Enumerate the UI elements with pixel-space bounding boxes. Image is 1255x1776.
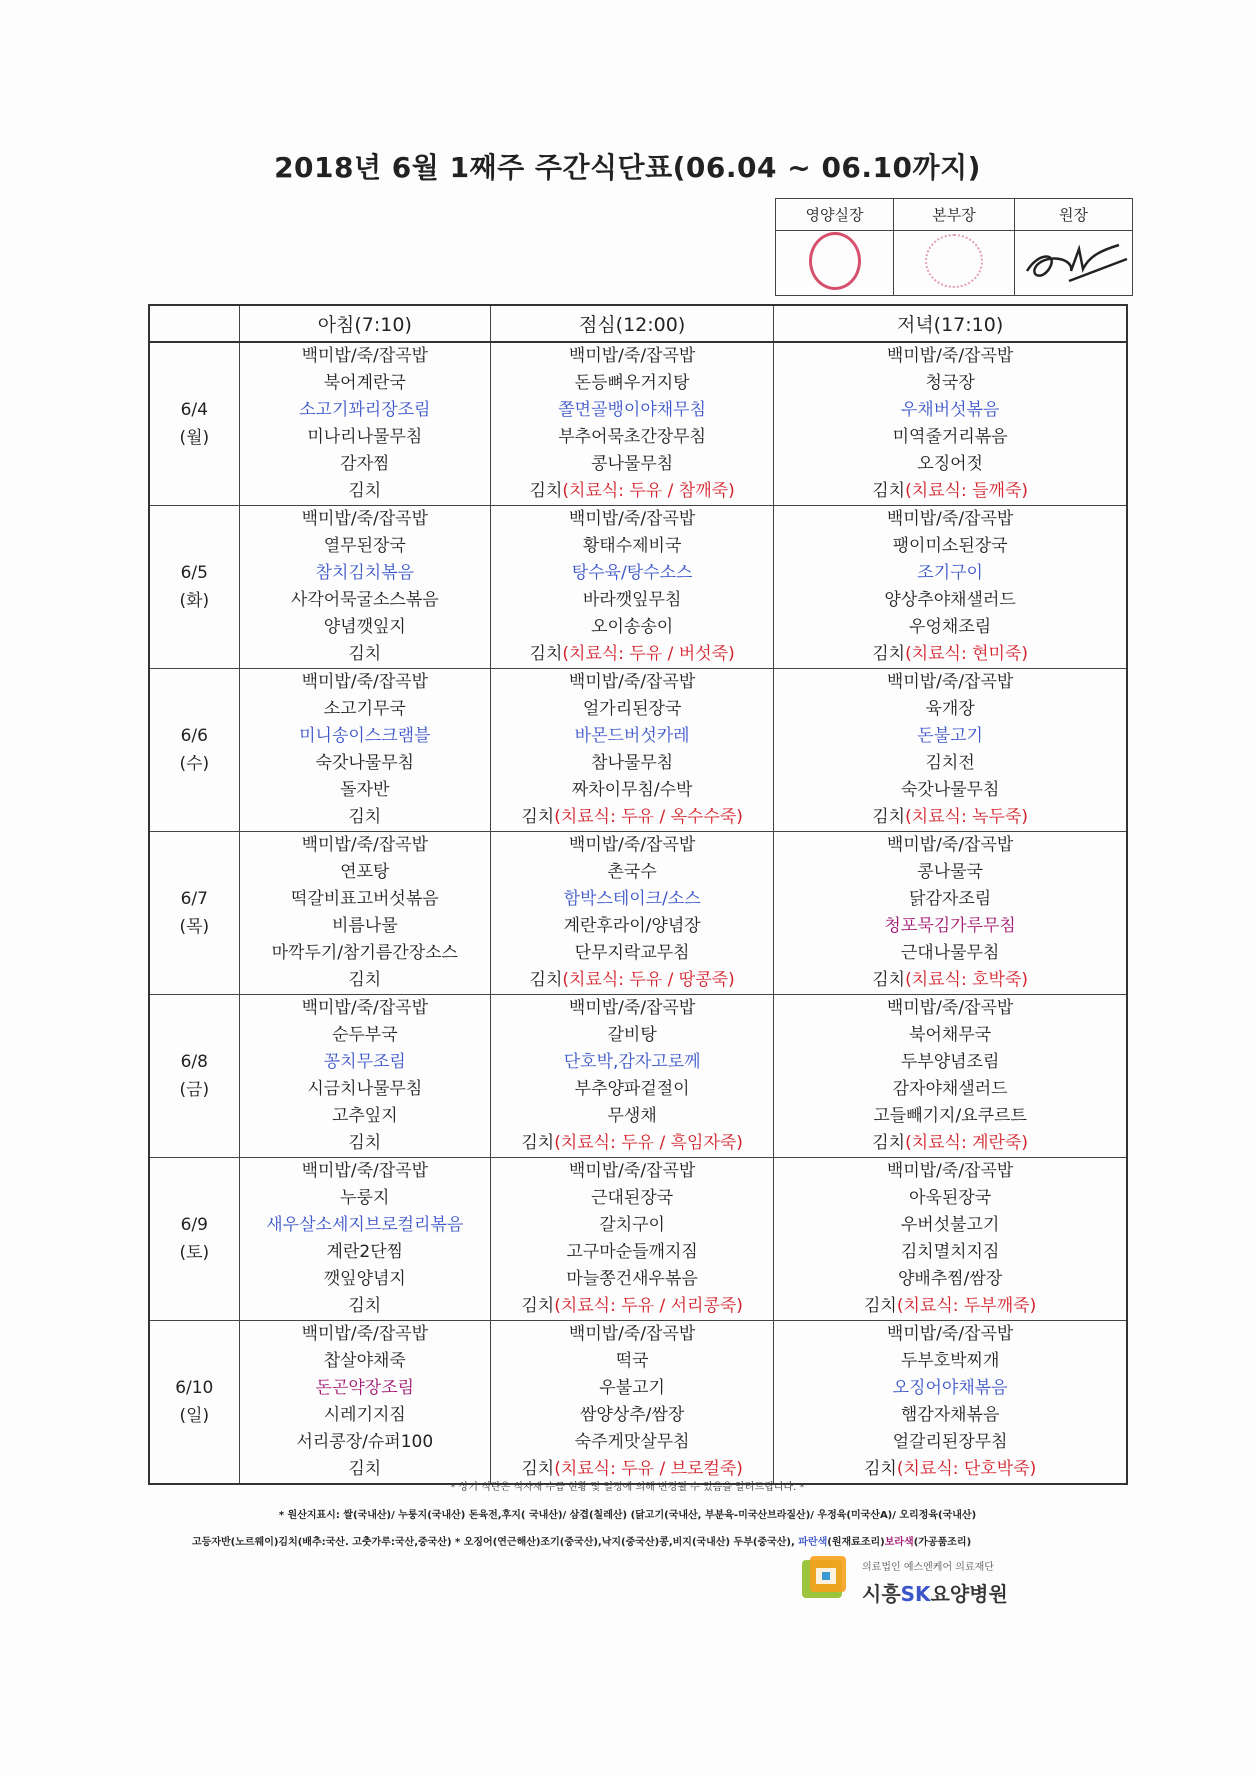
menu-item: 백미밥/죽/잡곡밥 xyxy=(301,672,428,692)
menu-item-kimchi-therapy xyxy=(491,967,773,994)
kimchi-label: 김치 xyxy=(521,807,555,827)
therapy-diet-label: (치료식: 두유 / 참깨죽) xyxy=(562,481,735,501)
header-breakfast: 아침(7:10) xyxy=(239,305,490,342)
legend-blue: 파란색 xyxy=(798,1537,828,1548)
therapy-diet-label: (치료식: 두유 / 땅콩죽) xyxy=(562,970,735,990)
menu-item: 백미밥/죽/잡곡밥 xyxy=(568,835,696,855)
menu-item: 양념깻잎지 xyxy=(323,617,406,637)
origin-notice-2 xyxy=(192,1533,1092,1548)
signature-head xyxy=(1015,231,1133,296)
menu-item: 백미밥/죽/잡곡밥 xyxy=(301,1324,428,1344)
menu-item: 백미밥/죽/잡곡밥 xyxy=(568,509,696,529)
day-date: 6/10 xyxy=(175,1378,214,1398)
hospital-name-pre: 시흥 xyxy=(862,1582,901,1606)
menu-item: 마늘쫑건새우볶음 xyxy=(566,1269,698,1289)
menu-item: 조기구이 xyxy=(917,563,983,583)
legend-purple: 보라색 xyxy=(884,1537,914,1548)
menu-item: 청국장 xyxy=(925,373,975,393)
menu-item: 숙주게맛살무침 xyxy=(574,1432,690,1452)
menu-item: 감자야채샐러드 xyxy=(892,1079,1008,1099)
day-date: 6/9 xyxy=(180,1215,208,1235)
menu-item: 촌국수 xyxy=(607,862,657,882)
menu-item: 닭감자조림 xyxy=(909,889,992,909)
menu-item: 근대된장국 xyxy=(591,1188,674,1208)
header-lunch: 점심(12:00) xyxy=(491,305,774,342)
menu-item: 시금치나물무침 xyxy=(307,1079,423,1099)
menu-item: 열무된장국 xyxy=(323,536,406,556)
day-row xyxy=(149,669,1127,832)
therapy-diet-label: (치료식: 들깨죽) xyxy=(905,481,1029,501)
day-row xyxy=(149,1321,1127,1485)
day-date: 6/6 xyxy=(180,726,208,746)
dinner-cell xyxy=(774,1158,1127,1321)
legend-blue-desc: (원재료조리) xyxy=(827,1537,885,1548)
menu-item: 양상추야채샐러드 xyxy=(884,590,1016,610)
header-dinner: 저녁(17:10) xyxy=(774,305,1127,342)
menu-item: 김치 xyxy=(348,1296,382,1316)
menu-item: 참치김치볶음 xyxy=(315,563,415,583)
breakfast-cell xyxy=(239,1321,490,1485)
breakfast-cell xyxy=(239,1158,490,1321)
menu-item: 김치 xyxy=(348,807,382,827)
menu-item: 햄감자채볶음 xyxy=(900,1405,1000,1425)
kimchi-label: 김치 xyxy=(864,1459,897,1479)
day-date-cell xyxy=(149,995,239,1158)
menu-item: 백미밥/죽/잡곡밥 xyxy=(886,346,1014,366)
lunch-cell xyxy=(491,1158,774,1321)
day-date: 6/5 xyxy=(180,563,208,583)
kimchi-label: 김치 xyxy=(521,1459,555,1479)
menu-item-kimchi-therapy xyxy=(774,478,1126,505)
menu-item: 백미밥/죽/잡곡밥 xyxy=(886,835,1014,855)
lunch-cell xyxy=(491,1321,774,1485)
menu-item: 함박스테이크/소스 xyxy=(563,889,701,909)
menu-item: 백미밥/죽/잡곡밥 xyxy=(301,1161,428,1181)
menu-item: 백미밥/죽/잡곡밥 xyxy=(886,998,1014,1018)
kimchi-label: 김치 xyxy=(872,970,906,990)
menu-item: 서리콩장/슈퍼100 xyxy=(296,1432,434,1452)
menu-item-kimchi-therapy xyxy=(774,804,1126,831)
red-seal-stamp xyxy=(809,232,861,290)
menu-item: 김치 xyxy=(348,1459,382,1479)
lunch-cell xyxy=(491,669,774,832)
lunch-cell xyxy=(491,506,774,669)
menu-item: 탕수육/탕수소스 xyxy=(571,563,693,583)
menu-item: 오징어젓 xyxy=(917,454,983,474)
menu-item: 돌자반 xyxy=(340,780,390,800)
menu-item: 백미밥/죽/잡곡밥 xyxy=(568,1324,696,1344)
seal-director xyxy=(894,231,1015,296)
menu-item: 쌈양상추/쌈장 xyxy=(579,1405,685,1425)
menu-item: 쫄면골뱅이야채무침 xyxy=(558,400,707,420)
menu-item: 짜차이무침/수박 xyxy=(571,780,693,800)
seal-nutrition xyxy=(776,231,894,296)
menu-item-kimchi-therapy xyxy=(774,1293,1126,1320)
menu-item: 돈곤약장조림 xyxy=(315,1378,415,1398)
menu-item: 감자찜 xyxy=(340,454,390,474)
day-date-cell xyxy=(149,832,239,995)
menu-item: 김치 xyxy=(348,970,382,990)
therapy-diet-label: (치료식: 두유 / 서리콩죽) xyxy=(554,1296,743,1316)
dinner-cell xyxy=(774,342,1127,506)
day-date-cell xyxy=(149,342,239,506)
day-row xyxy=(149,1158,1127,1321)
day-date: 6/4 xyxy=(180,400,208,420)
day-date-cell xyxy=(149,506,239,669)
menu-item: 두부양념조림 xyxy=(900,1052,1000,1072)
menu-item: 오이송송이 xyxy=(591,617,674,637)
menu-item: 갈치구이 xyxy=(599,1215,665,1235)
dinner-cell xyxy=(774,832,1127,995)
kimchi-label: 김치 xyxy=(872,807,906,827)
menu-item: 새우살소세지브로컬리볶음 xyxy=(266,1215,464,1235)
menu-item: 얼갈리된장무침 xyxy=(892,1432,1008,1452)
therapy-diet-label: (치료식: 두유 / 버섯죽) xyxy=(562,644,735,664)
menu-item: 팽이미소된장국 xyxy=(892,536,1008,556)
menu-item: 백미밥/죽/잡곡밥 xyxy=(568,998,696,1018)
handwritten-signature-icon xyxy=(1019,231,1129,291)
menu-item: 숙갓나물무침 xyxy=(315,753,415,773)
kimchi-label: 김치 xyxy=(529,481,563,501)
day-row xyxy=(149,342,1127,506)
therapy-diet-label: (치료식: 현미죽) xyxy=(905,644,1029,664)
menu-item: 양배추찜/쌈장 xyxy=(897,1269,1003,1289)
menu-item: 미나리나물무침 xyxy=(307,427,423,447)
kimchi-label: 김치 xyxy=(864,1296,897,1316)
menu-item: 백미밥/죽/잡곡밥 xyxy=(301,346,428,366)
menu-item: 떡갈비표고버섯볶음 xyxy=(290,889,439,909)
menu-item: 백미밥/죽/잡곡밥 xyxy=(886,1161,1014,1181)
menu-item-kimchi-therapy xyxy=(774,1130,1126,1157)
menu-item: 콩나물국 xyxy=(917,862,983,882)
menu-item: 갈비탕 xyxy=(607,1025,657,1045)
menu-item: 두부호박찌개 xyxy=(900,1351,1000,1371)
therapy-diet-label: (치료식: 계란죽) xyxy=(905,1133,1029,1153)
menu-item: 북어계란국 xyxy=(323,373,406,393)
menu-item: 돈불고기 xyxy=(917,726,983,746)
menu-table xyxy=(148,304,1128,1485)
header-date xyxy=(149,305,239,342)
breakfast-cell xyxy=(239,832,490,995)
lunch-cell xyxy=(491,995,774,1158)
breakfast-cell xyxy=(239,342,490,506)
menu-item-kimchi-therapy xyxy=(491,804,773,831)
menu-item: 청포묵김가루무침 xyxy=(884,916,1016,936)
hospital-name xyxy=(862,1578,1008,1607)
menu-item: 찹살야채죽 xyxy=(323,1351,406,1371)
kimchi-label: 김치 xyxy=(872,481,906,501)
change-notice: * 상기 식단은 식자재 수급 현황 및 일정에 의해 변경될 수 있음을 알려드립니다. * xyxy=(450,1482,805,1493)
day-of-week: (토) xyxy=(179,1243,210,1263)
therapy-diet-label: (치료식: 두부깨죽) xyxy=(896,1296,1037,1316)
menu-item: 마깍두기/참기름간장소스 xyxy=(271,943,458,963)
menu-item: 오징어야채볶음 xyxy=(892,1378,1008,1398)
menu-item: 백미밥/죽/잡곡밥 xyxy=(568,672,696,692)
menu-item: 돈등뼈우거지탕 xyxy=(574,373,690,393)
dinner-cell xyxy=(774,995,1127,1158)
menu-item: 사각어묵굴소스볶음 xyxy=(290,590,439,610)
therapy-diet-label: (치료식: 두유 / 브로컬죽) xyxy=(554,1459,743,1479)
menu-item: 계란2단찜 xyxy=(326,1242,404,1262)
menu-item: 바몬드버섯카레 xyxy=(574,726,690,746)
day-row xyxy=(149,832,1127,995)
menu-item: 시레기지짐 xyxy=(323,1405,406,1425)
menu-item: 백미밥/죽/잡곡밥 xyxy=(886,509,1014,529)
approval-box xyxy=(775,198,1133,296)
menu-item: 꽁치무조림 xyxy=(323,1052,406,1072)
menu-item: 김치전 xyxy=(925,753,975,773)
lunch-cell xyxy=(491,342,774,506)
menu-item: 비름나물 xyxy=(331,916,398,936)
day-date-cell xyxy=(149,1158,239,1321)
menu-item: 얼가리된장국 xyxy=(582,699,682,719)
hospital-logo-icon xyxy=(800,1554,850,1604)
kimchi-label: 김치 xyxy=(872,1133,906,1153)
menu-item: 단호박,감자고로께 xyxy=(563,1052,701,1072)
dinner-cell xyxy=(774,1321,1127,1485)
menu-item: 고들빼기지/요쿠르트 xyxy=(873,1106,1027,1126)
menu-item: 김치 xyxy=(348,1133,382,1153)
menu-item: 백미밥/죽/잡곡밥 xyxy=(568,1161,696,1181)
menu-item: 참나물무침 xyxy=(591,753,674,773)
menu-item: 근대나물무침 xyxy=(900,943,1000,963)
pink-seal-stamp xyxy=(925,234,983,288)
menu-item: 부추어묵초간장무침 xyxy=(558,427,707,447)
kimchi-label: 김치 xyxy=(529,644,563,664)
therapy-diet-label: (치료식: 두유 / 옥수수죽) xyxy=(554,807,743,827)
menu-item: 소고기꽈리장조림 xyxy=(299,400,431,420)
therapy-diet-label: (치료식: 녹두죽) xyxy=(905,807,1029,827)
menu-item: 우불고기 xyxy=(599,1378,665,1398)
day-of-week: (목) xyxy=(179,917,210,937)
origin-text: 고등자반(노르웨이)김치(배추:국산. 고춧가루:국산,중국산) * 오징어(연근해산)조기(중국산),낙지(중국산)콩,비지(국내산) 두부(중국산), xyxy=(192,1537,799,1548)
menu-item: 떡국 xyxy=(615,1351,649,1371)
origin-notice: * 원산지표시: 쌀(국내산)/ 누룽지(국내산) 돈육전,후지( 국내산)/ 삼겹(칠레산) (닭고기(국내산, 부분육-미국산브라질산)/ 우정육(미국산A)/ 오리정육(국내산) xyxy=(278,1510,977,1521)
page-title: 2018년 6월 1째주 주간식단표(06.04 ~ 06.10까지) xyxy=(274,151,981,184)
menu-item: 백미밥/죽/잡곡밥 xyxy=(886,1324,1014,1344)
menu-item: 누룽지 xyxy=(340,1188,390,1208)
menu-item: 미니송이스크램블 xyxy=(299,726,431,746)
menu-item: 김치 xyxy=(348,481,382,501)
menu-item-kimchi-therapy xyxy=(774,641,1126,668)
dinner-cell xyxy=(774,669,1127,832)
menu-item: 무생채 xyxy=(607,1106,657,1126)
menu-item: 고추잎지 xyxy=(331,1106,398,1126)
day-row xyxy=(149,506,1127,669)
menu-item: 김치멸치지짐 xyxy=(900,1242,1000,1262)
therapy-diet-label: (치료식: 두유 / 흑임자죽) xyxy=(554,1133,743,1153)
legend-purple-desc: (가공품조리) xyxy=(913,1537,972,1548)
menu-item: 북어채무국 xyxy=(909,1025,992,1045)
menu-item-kimchi-therapy xyxy=(491,1130,773,1157)
menu-item-kimchi-therapy xyxy=(491,1293,773,1320)
menu-item: 콩나물무침 xyxy=(591,454,674,474)
day-of-week: (월) xyxy=(179,428,210,448)
menu-item: 소고기무국 xyxy=(323,699,406,719)
day-date: 6/8 xyxy=(180,1052,208,1072)
dinner-cell xyxy=(774,506,1127,669)
menu-item: 미역줄거리볶음 xyxy=(892,427,1008,447)
therapy-diet-label: (치료식: 호박죽) xyxy=(905,970,1029,990)
kimchi-label: 김치 xyxy=(872,644,906,664)
day-date-cell xyxy=(149,669,239,832)
kimchi-label: 김치 xyxy=(529,970,563,990)
menu-item: 백미밥/죽/잡곡밥 xyxy=(886,672,1014,692)
menu-item: 연포탕 xyxy=(340,862,390,882)
breakfast-cell xyxy=(239,995,490,1158)
kimchi-label: 김치 xyxy=(521,1296,555,1316)
day-date-cell xyxy=(149,1321,239,1485)
menu-item: 백미밥/죽/잡곡밥 xyxy=(301,998,428,1018)
menu-item: 백미밥/죽/잡곡밥 xyxy=(301,509,428,529)
menu-item-kimchi-therapy xyxy=(774,967,1126,994)
day-date: 6/7 xyxy=(180,889,208,909)
hospital-name-post: 요양병원 xyxy=(930,1582,1008,1606)
menu-item: 우버섯불고기 xyxy=(900,1215,1000,1235)
lunch-cell xyxy=(491,832,774,995)
menu-item: 황태수제비국 xyxy=(582,536,682,556)
menu-item: 부추양파겉절이 xyxy=(574,1079,690,1099)
day-of-week: (일) xyxy=(179,1406,210,1426)
breakfast-cell xyxy=(239,669,490,832)
hospital-name-sk: SK xyxy=(900,1582,931,1606)
menu-item-kimchi-therapy xyxy=(491,641,773,668)
day-row xyxy=(149,995,1127,1158)
menu-item: 아욱된장국 xyxy=(909,1188,992,1208)
menu-item: 깻잎양념지 xyxy=(323,1269,406,1289)
approval-label-head: 원장 xyxy=(1015,199,1133,231)
therapy-diet-label: (치료식: 단호박죽) xyxy=(896,1459,1037,1479)
day-of-week: (금) xyxy=(179,1080,210,1100)
menu-item-kimchi-therapy xyxy=(491,478,773,505)
menu-item: 백미밥/죽/잡곡밥 xyxy=(301,835,428,855)
day-of-week: (수) xyxy=(179,754,210,774)
approval-label-director: 본부장 xyxy=(894,199,1015,231)
menu-item: 계란후라이/양념장 xyxy=(563,916,701,936)
menu-item: 바라깻잎무침 xyxy=(582,590,682,610)
approval-label-nutrition: 영양실장 xyxy=(776,199,894,231)
menu-item: 우채버섯볶음 xyxy=(900,400,1000,420)
day-of-week: (화) xyxy=(179,591,210,611)
menu-item: 순두부국 xyxy=(331,1025,398,1045)
menu-item: 고구마순들깨지짐 xyxy=(566,1242,698,1262)
menu-item: 육개장 xyxy=(925,699,975,719)
menu-item: 숙갓나물무침 xyxy=(900,780,1000,800)
menu-item: 단무지락교무침 xyxy=(574,943,690,963)
hospital-subtitle: 의료법인 예스엔케어 의료재단 xyxy=(862,1562,994,1573)
breakfast-cell xyxy=(239,506,490,669)
kimchi-label: 김치 xyxy=(521,1133,555,1153)
menu-item: 백미밥/죽/잡곡밥 xyxy=(568,346,696,366)
menu-item: 우엉채조림 xyxy=(909,617,992,637)
menu-item: 김치 xyxy=(348,644,382,664)
